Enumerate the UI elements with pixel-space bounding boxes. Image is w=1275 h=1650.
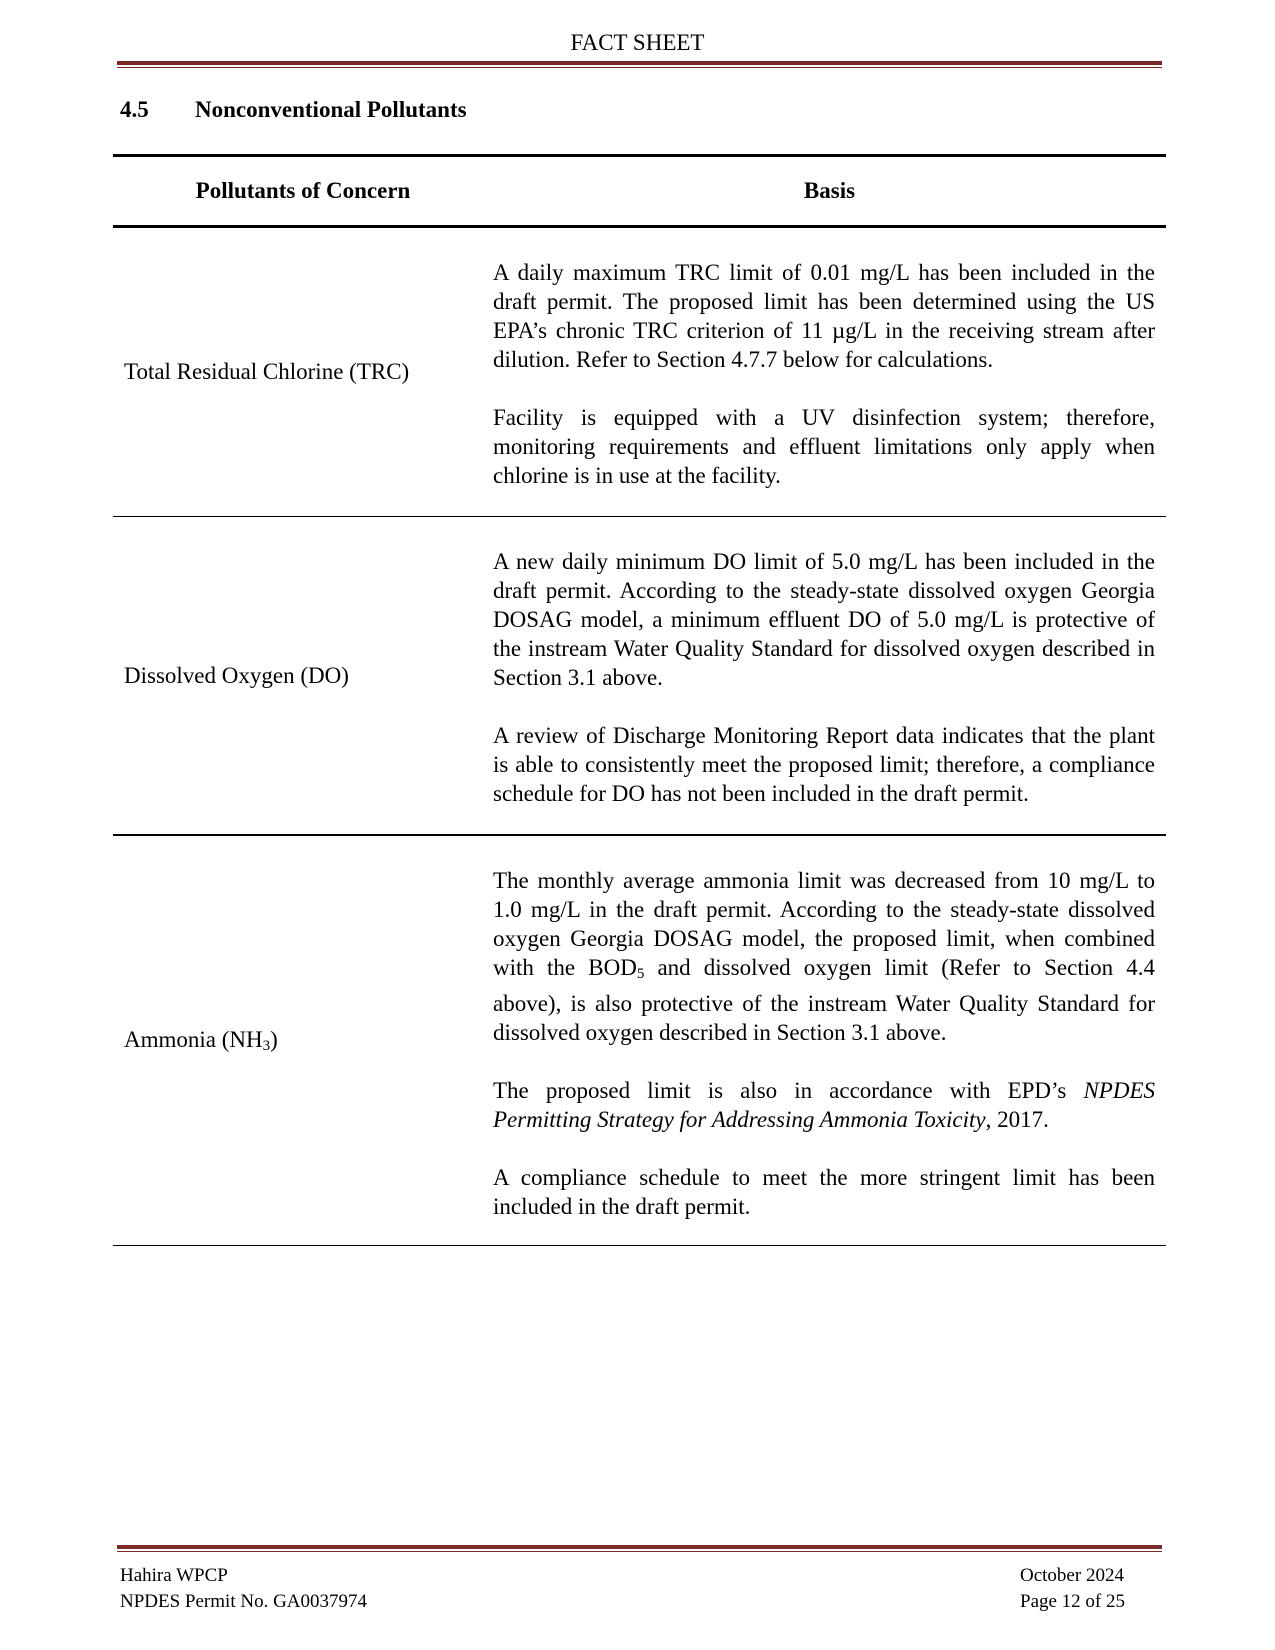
footer-right <box>1020 1563 1125 1615</box>
table-row <box>113 517 1166 836</box>
column-header-basis: Basis <box>493 156 1166 227</box>
footer-date: October 2024 <box>1020 1565 1124 1586</box>
basis-paragraph <box>493 866 1155 1047</box>
section-number: 4.5 <box>120 97 149 122</box>
pollutant-name <box>113 835 493 1246</box>
text-run: The proposed limit is also in accordance with EPD’s <box>493 1078 1084 1103</box>
footer-page-number: Page 12 of 25 <box>1020 1591 1126 1612</box>
basis-paragraph: A compliance schedule to meet the more stringent limit has been included in the draft permit. <box>493 1165 1155 1219</box>
page-header-title: FACT SHEET <box>570 30 705 55</box>
pollutant-name-end: ) <box>270 1026 278 1052</box>
pollutant-name: Total Residual Chlorine (TRC) <box>113 227 493 517</box>
subscript: 5 <box>636 966 645 982</box>
basis-paragraph: A new daily minimum DO limit of 5.0 mg/L has been included in the draft permit. According to the steady-state dissolved oxygen Georgia DOSAG model, a minimum effluent DO of 5.0 mg/L is protective of the instream Water Quality Standard for dissolved oxygen described in Section 3.1 above. <box>493 549 1155 690</box>
table-row <box>113 835 1166 1246</box>
basis-cell <box>493 835 1166 1246</box>
text-run: The monthly average ammonia limit was decreased from 10 mg/L to 1.0 mg/L in the draft permit. According to the steady-state dissolved oxygen Georgia DOSAG model, the proposed limit, when combined with the BOD <box>493 868 1155 980</box>
pollutant-name-text: Ammonia (NH <box>124 1026 263 1052</box>
basis-paragraph: Facility is equipped with a UV disinfection system; therefore, monitoring requirements and effluent limitations only apply when chlorine is in use at the facility. <box>493 405 1155 488</box>
footer-left <box>120 1563 367 1615</box>
column-header-pollutants: Pollutants of Concern <box>113 156 493 227</box>
basis-paragraph <box>493 1076 1155 1134</box>
subscript: 3 <box>262 1037 271 1054</box>
basis-paragraph: A review of Discharge Monitoring Report data indicates that the plant is able to consistently meet the proposed limit; therefore, a compliance schedule for DO has not been included in the draft permit. <box>493 723 1155 806</box>
table-header-row <box>113 156 1166 227</box>
text-run: and dissolved oxygen limit (Refer to Section 4.4 above), is also protective of the instream Water Quality Standard for dissolved oxygen described in Section 3.1 above. <box>493 955 1155 1045</box>
pollutants-table <box>113 154 1166 1246</box>
section-title: Nonconventional Pollutants <box>195 97 467 122</box>
footer-rule <box>117 1545 1162 1552</box>
footer-facility: Hahira WPCP <box>120 1565 228 1586</box>
header-rule <box>117 61 1162 68</box>
basis-cell <box>493 227 1166 517</box>
footer-permit: NPDES Permit No. GA0037974 <box>120 1591 368 1612</box>
text-run: , 2017. <box>985 1107 1049 1132</box>
section-heading <box>120 97 467 123</box>
table-row <box>113 227 1166 517</box>
basis-paragraph: A daily maximum TRC limit of 0.01 mg/L has been included in the draft permit. The proposed limit has been determined using the US EPA’s chronic TRC criterion of 11 µg/L in the receiving stream after dilution. Refer to Section 4.7.7 below for calculations. <box>493 260 1155 372</box>
pollutant-name: Dissolved Oxygen (DO) <box>113 517 493 836</box>
italic-title: NPDES Permitting Strategy for Addressing Ammonia Toxicity <box>493 1078 1155 1132</box>
basis-cell <box>493 517 1166 836</box>
